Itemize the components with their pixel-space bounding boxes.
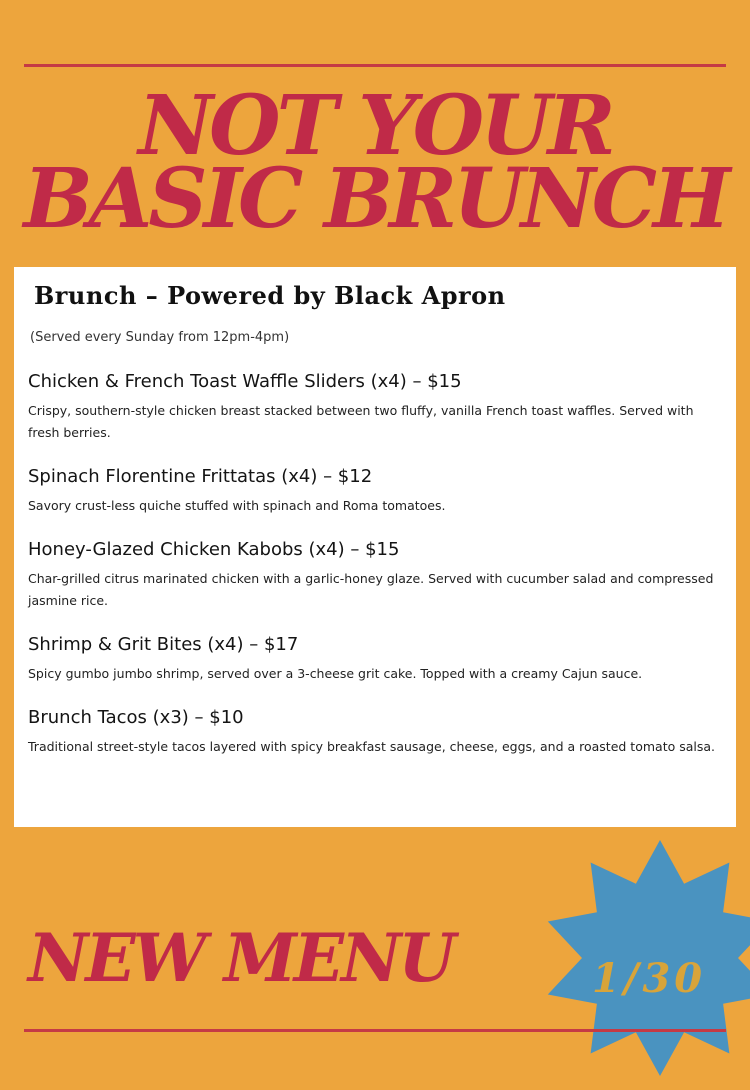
menu-card xyxy=(14,267,736,827)
top-rule xyxy=(24,64,726,67)
menu-item-name: Honey-Glazed Chicken Kabobs (x4) – $15 xyxy=(28,539,400,560)
headline-line-1: NOT YOUR xyxy=(138,78,612,174)
menu-title: Brunch – Powered by Black Apron xyxy=(34,281,506,310)
menu-item xyxy=(28,634,722,685)
new-menu-label: NEW MENU xyxy=(28,919,453,997)
menu-item-description: Char-grilled citrus marinated chicken with a garlic-honey glaze. Served with cucumber salad and compressed jasmine rice. xyxy=(28,571,714,608)
menu-item-description: Crispy, southern-style chicken breast stacked between two fluffy, vanilla French toast waffles. Served with fresh berries. xyxy=(28,403,694,440)
served-hours: (Served every Sunday from 12pm-4pm) xyxy=(30,330,290,345)
menu-item-name: Brunch Tacos (x3) – $10 xyxy=(28,707,244,728)
menu-item-name: Spinach Florentine Frittatas (x4) – $12 xyxy=(28,466,373,487)
menu-item xyxy=(28,539,722,612)
menu-item-name: Chicken & French Toast Waffle Sliders (x4) – $15 xyxy=(28,371,462,392)
menu-item-description: Spicy gumbo jumbo shrimp, served over a 3-cheese grit cake. Topped with a creamy Cajun sauce. xyxy=(28,666,643,681)
menu-item xyxy=(28,466,722,517)
date-label: 1/30 xyxy=(592,955,707,1002)
menu-item xyxy=(28,707,722,758)
bottom-rule xyxy=(24,1029,726,1032)
menu-item-name: Shrimp & Grit Bites (x4) – $17 xyxy=(28,634,299,655)
menu-item-description: Savory crust-less quiche stuffed with spinach and Roma tomatoes. xyxy=(28,498,446,513)
headline-line-2: BASIC BRUNCH xyxy=(23,151,727,247)
menu-item xyxy=(28,371,722,444)
menu-item-description: Traditional street-style tacos layered with spicy breakfast sausage, cheese, eggs, and a roasted tomato salsa. xyxy=(28,739,716,754)
